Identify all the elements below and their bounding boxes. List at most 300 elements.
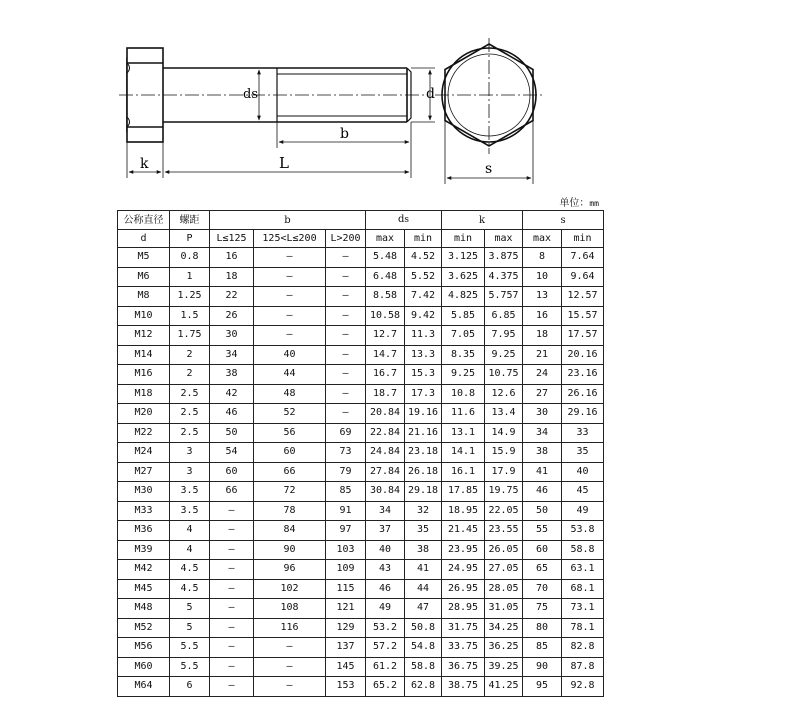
cell-d: M22 — [118, 423, 170, 443]
cell-pitch: 5 — [170, 599, 210, 619]
header-k: k — [442, 211, 523, 230]
cell-d: M48 — [118, 599, 170, 619]
cell-s-max: 75 — [523, 599, 562, 619]
cell-b-gt200: — — [326, 404, 366, 424]
cell-d: M27 — [118, 462, 170, 482]
cell-b-le125: 34 — [210, 345, 254, 365]
cell-k-min: 28.95 — [442, 599, 485, 619]
cell-s-min: 15.57 — [562, 306, 604, 326]
header-b-col-2: 125<L≤200 — [254, 230, 326, 248]
table-row — [118, 287, 604, 307]
cell-ds-min: 7.42 — [405, 287, 442, 307]
table-row — [118, 365, 604, 385]
cell-b-le125: 30 — [210, 326, 254, 346]
cell-s-min: 87.8 — [562, 657, 604, 677]
cell-d: M12 — [118, 326, 170, 346]
cell-k-max: 6.85 — [485, 306, 523, 326]
cell-k-max: 26.05 — [485, 540, 523, 560]
label-L: L — [279, 154, 289, 172]
cell-b-gt200: 115 — [326, 579, 366, 599]
cell-b-125-200: 116 — [254, 618, 326, 638]
cell-s-min: 63.1 — [562, 560, 604, 580]
cell-k-max: 41.25 — [485, 677, 523, 697]
cell-k-max: 3.875 — [485, 248, 523, 268]
table-row — [118, 599, 604, 619]
cell-k-max: 12.6 — [485, 384, 523, 404]
cell-k-max: 31.05 — [485, 599, 523, 619]
cell-k-min: 33.75 — [442, 638, 485, 658]
table-row — [118, 423, 604, 443]
cell-ds-max: 49 — [366, 599, 405, 619]
cell-k-min: 23.95 — [442, 540, 485, 560]
cell-pitch: 2.5 — [170, 404, 210, 424]
cell-pitch: 1.25 — [170, 287, 210, 307]
cell-b-le125: 22 — [210, 287, 254, 307]
cell-ds-max: 40 — [366, 540, 405, 560]
label-b: b — [340, 126, 349, 142]
cell-b-gt200: 109 — [326, 560, 366, 580]
cell-s-max: 10 — [523, 267, 562, 287]
cell-d: M33 — [118, 501, 170, 521]
label-d: d — [426, 86, 435, 102]
cell-ds-max: 10.58 — [366, 306, 405, 326]
cell-b-gt200: — — [326, 248, 366, 268]
cell-ds-max: 20.84 — [366, 404, 405, 424]
cell-b-gt200: 121 — [326, 599, 366, 619]
cell-pitch: 2 — [170, 345, 210, 365]
cell-ds-max: 57.2 — [366, 638, 405, 658]
cell-s-max: 34 — [523, 423, 562, 443]
cell-b-125-200: — — [254, 638, 326, 658]
cell-ds-max: 18.7 — [366, 384, 405, 404]
cell-k-max: 5.757 — [485, 287, 523, 307]
table-row — [118, 404, 604, 424]
cell-k-max: 17.9 — [485, 462, 523, 482]
cell-d: M10 — [118, 306, 170, 326]
cell-s-max: 24 — [523, 365, 562, 385]
cell-s-min: 33 — [562, 423, 604, 443]
cell-ds-max: 5.48 — [366, 248, 405, 268]
table-row — [118, 306, 604, 326]
cell-b-le125: — — [210, 618, 254, 638]
cell-b-125-200: 48 — [254, 384, 326, 404]
cell-b-le125: — — [210, 560, 254, 580]
cell-pitch: 5.5 — [170, 657, 210, 677]
cell-pitch: 0.8 — [170, 248, 210, 268]
cell-b-le125: — — [210, 638, 254, 658]
cell-d: M39 — [118, 540, 170, 560]
cell-s-max: 70 — [523, 579, 562, 599]
header-s-max: max — [523, 230, 562, 248]
cell-b-125-200: 102 — [254, 579, 326, 599]
cell-b-le125: 16 — [210, 248, 254, 268]
cell-ds-max: 43 — [366, 560, 405, 580]
header-s: s — [523, 211, 604, 230]
cell-s-max: 8 — [523, 248, 562, 268]
header-k-min: min — [442, 230, 485, 248]
header-ds: ds — [366, 211, 442, 230]
cell-ds-min: 19.16 — [405, 404, 442, 424]
cell-k-min: 16.1 — [442, 462, 485, 482]
cell-b-125-200: 84 — [254, 521, 326, 541]
cell-k-max: 22.05 — [485, 501, 523, 521]
cell-s-max: 13 — [523, 287, 562, 307]
cell-ds-min: 26.18 — [405, 462, 442, 482]
cell-d: M64 — [118, 677, 170, 697]
cell-k-max: 28.05 — [485, 579, 523, 599]
cell-b-gt200: 85 — [326, 482, 366, 502]
cell-s-min: 40 — [562, 462, 604, 482]
cell-s-min: 58.8 — [562, 540, 604, 560]
cell-ds-min: 29.18 — [405, 482, 442, 502]
cell-b-125-200: — — [254, 657, 326, 677]
cell-b-125-200: — — [254, 677, 326, 697]
cell-k-min: 9.25 — [442, 365, 485, 385]
cell-ds-min: 50.8 — [405, 618, 442, 638]
cell-ds-min: 44 — [405, 579, 442, 599]
cell-s-max: 60 — [523, 540, 562, 560]
cell-b-125-200: — — [254, 306, 326, 326]
cell-k-min: 14.1 — [442, 443, 485, 463]
cell-b-le125: 26 — [210, 306, 254, 326]
cell-b-125-200: 40 — [254, 345, 326, 365]
cell-b-le125: 46 — [210, 404, 254, 424]
cell-ds-min: 17.3 — [405, 384, 442, 404]
cell-k-max: 23.55 — [485, 521, 523, 541]
cell-b-gt200: 129 — [326, 618, 366, 638]
cell-pitch: 5 — [170, 618, 210, 638]
cell-k-min: 4.825 — [442, 287, 485, 307]
cell-k-max: 27.05 — [485, 560, 523, 580]
cell-ds-min: 11.3 — [405, 326, 442, 346]
bolt-spec-sheet — [117, 8, 603, 708]
cell-ds-max: 22.84 — [366, 423, 405, 443]
cell-b-gt200: — — [326, 326, 366, 346]
cell-b-le125: 60 — [210, 462, 254, 482]
cell-k-max: 34.25 — [485, 618, 523, 638]
cell-b-gt200: — — [326, 306, 366, 326]
cell-b-125-200: 108 — [254, 599, 326, 619]
cell-ds-min: 62.8 — [405, 677, 442, 697]
cell-b-gt200: — — [326, 287, 366, 307]
header-s-min: min — [562, 230, 604, 248]
cell-k-min: 38.75 — [442, 677, 485, 697]
header-pitch: 螺距 — [170, 211, 210, 230]
bolt-spec-table — [117, 210, 604, 697]
cell-pitch: 3.5 — [170, 482, 210, 502]
cell-k-min: 17.85 — [442, 482, 485, 502]
cell-ds-max: 53.2 — [366, 618, 405, 638]
cell-ds-min: 21.16 — [405, 423, 442, 443]
cell-b-le125: — — [210, 579, 254, 599]
cell-s-max: 46 — [523, 482, 562, 502]
cell-d: M18 — [118, 384, 170, 404]
cell-s-min: 53.8 — [562, 521, 604, 541]
header-p-symbol: P — [170, 230, 210, 248]
cell-b-le125: — — [210, 501, 254, 521]
cell-b-gt200: — — [326, 345, 366, 365]
cell-b-125-200: — — [254, 287, 326, 307]
cell-ds-max: 34 — [366, 501, 405, 521]
cell-d: M20 — [118, 404, 170, 424]
cell-ds-min: 23.18 — [405, 443, 442, 463]
table-row — [118, 326, 604, 346]
table-row — [118, 677, 604, 697]
cell-ds-max: 16.7 — [366, 365, 405, 385]
cell-pitch: 2.5 — [170, 423, 210, 443]
cell-s-max: 95 — [523, 677, 562, 697]
cell-ds-max: 46 — [366, 579, 405, 599]
cell-b-125-200: 56 — [254, 423, 326, 443]
cell-b-gt200: — — [326, 365, 366, 385]
cell-b-gt200: 97 — [326, 521, 366, 541]
header-row-1 — [118, 211, 604, 230]
cell-pitch: 4.5 — [170, 560, 210, 580]
cell-b-le125: 66 — [210, 482, 254, 502]
cell-k-min: 21.45 — [442, 521, 485, 541]
cell-k-min: 5.85 — [442, 306, 485, 326]
cell-k-min: 10.8 — [442, 384, 485, 404]
table-row — [118, 657, 604, 677]
cell-b-le125: 18 — [210, 267, 254, 287]
table-row — [118, 501, 604, 521]
cell-b-le125: 50 — [210, 423, 254, 443]
table-row — [118, 443, 604, 463]
table-row — [118, 248, 604, 268]
table-row — [118, 345, 604, 365]
cell-k-max: 4.375 — [485, 267, 523, 287]
cell-k-max: 7.95 — [485, 326, 523, 346]
table-row — [118, 462, 604, 482]
cell-k-min: 3.625 — [442, 267, 485, 287]
table-row — [118, 618, 604, 638]
cell-b-gt200: 73 — [326, 443, 366, 463]
table-row — [118, 540, 604, 560]
cell-b-le125: 54 — [210, 443, 254, 463]
cell-d: M6 — [118, 267, 170, 287]
header-b-col-3: L>200 — [326, 230, 366, 248]
cell-pitch: 6 — [170, 677, 210, 697]
cell-b-gt200: 69 — [326, 423, 366, 443]
cell-s-max: 65 — [523, 560, 562, 580]
cell-b-125-200: 78 — [254, 501, 326, 521]
header-ds-min: min — [405, 230, 442, 248]
cell-k-min: 31.75 — [442, 618, 485, 638]
cell-d: M60 — [118, 657, 170, 677]
cell-d: M56 — [118, 638, 170, 658]
cell-b-gt200: — — [326, 267, 366, 287]
table-row — [118, 638, 604, 658]
header-row-2 — [118, 230, 604, 248]
cell-b-125-200: — — [254, 267, 326, 287]
cell-s-max: 18 — [523, 326, 562, 346]
cell-d: M14 — [118, 345, 170, 365]
cell-s-min: 73.1 — [562, 599, 604, 619]
cell-b-gt200: 145 — [326, 657, 366, 677]
cell-ds-max: 27.84 — [366, 462, 405, 482]
cell-b-125-200: — — [254, 326, 326, 346]
table-row — [118, 384, 604, 404]
label-k: k — [140, 156, 149, 172]
cell-ds-min: 5.52 — [405, 267, 442, 287]
header-k-max: max — [485, 230, 523, 248]
table-row — [118, 267, 604, 287]
cell-s-max: 38 — [523, 443, 562, 463]
cell-b-le125: — — [210, 677, 254, 697]
cell-s-min: 26.16 — [562, 384, 604, 404]
cell-d: M45 — [118, 579, 170, 599]
cell-ds-max: 61.2 — [366, 657, 405, 677]
label-ds: ds — [243, 87, 258, 102]
cell-d: M36 — [118, 521, 170, 541]
cell-k-max: 19.75 — [485, 482, 523, 502]
cell-b-le125: 42 — [210, 384, 254, 404]
cell-s-min: 68.1 — [562, 579, 604, 599]
cell-s-min: 45 — [562, 482, 604, 502]
header-nominal-diameter: 公称直径 — [118, 211, 170, 230]
cell-k-max: 36.25 — [485, 638, 523, 658]
cell-s-max: 21 — [523, 345, 562, 365]
cell-ds-max: 14.7 — [366, 345, 405, 365]
cell-ds-min: 47 — [405, 599, 442, 619]
cell-ds-max: 8.58 — [366, 287, 405, 307]
cell-pitch: 1.5 — [170, 306, 210, 326]
cell-b-125-200: 72 — [254, 482, 326, 502]
cell-d: M30 — [118, 482, 170, 502]
cell-ds-min: 32 — [405, 501, 442, 521]
cell-b-le125: — — [210, 657, 254, 677]
cell-b-le125: 38 — [210, 365, 254, 385]
cell-s-min: 9.64 — [562, 267, 604, 287]
unit-note: 单位：mm — [559, 198, 599, 209]
cell-s-max: 27 — [523, 384, 562, 404]
cell-ds-min: 15.3 — [405, 365, 442, 385]
cell-s-max: 16 — [523, 306, 562, 326]
cell-pitch: 2 — [170, 365, 210, 385]
cell-k-min: 26.95 — [442, 579, 485, 599]
cell-s-max: 30 — [523, 404, 562, 424]
cell-b-gt200: 137 — [326, 638, 366, 658]
table-row — [118, 521, 604, 541]
cell-ds-min: 35 — [405, 521, 442, 541]
cell-ds-min: 38 — [405, 540, 442, 560]
cell-d: M5 — [118, 248, 170, 268]
cell-ds-max: 30.84 — [366, 482, 405, 502]
cell-d: M16 — [118, 365, 170, 385]
cell-s-max: 41 — [523, 462, 562, 482]
label-s: s — [485, 161, 493, 177]
cell-k-max: 9.25 — [485, 345, 523, 365]
cell-s-min: 92.8 — [562, 677, 604, 697]
cell-k-max: 15.9 — [485, 443, 523, 463]
cell-k-max: 39.25 — [485, 657, 523, 677]
cell-b-gt200: 153 — [326, 677, 366, 697]
table-row — [118, 579, 604, 599]
cell-s-min: 82.8 — [562, 638, 604, 658]
cell-b-le125: — — [210, 540, 254, 560]
cell-pitch: 3 — [170, 443, 210, 463]
cell-s-min: 29.16 — [562, 404, 604, 424]
cell-k-max: 14.9 — [485, 423, 523, 443]
cell-b-125-200: 66 — [254, 462, 326, 482]
cell-ds-max: 65.2 — [366, 677, 405, 697]
cell-b-gt200: 91 — [326, 501, 366, 521]
cell-k-max: 13.4 — [485, 404, 523, 424]
cell-b-le125: — — [210, 599, 254, 619]
cell-s-max: 90 — [523, 657, 562, 677]
cell-ds-min: 54.8 — [405, 638, 442, 658]
cell-k-min: 24.95 — [442, 560, 485, 580]
header-b: b — [210, 211, 366, 230]
cell-s-min: 23.16 — [562, 365, 604, 385]
cell-s-min: 20.16 — [562, 345, 604, 365]
table-row — [118, 482, 604, 502]
cell-pitch: 4.5 — [170, 579, 210, 599]
cell-k-min: 36.75 — [442, 657, 485, 677]
cell-d: M24 — [118, 443, 170, 463]
cell-b-gt200: — — [326, 384, 366, 404]
cell-ds-min: 41 — [405, 560, 442, 580]
cell-d: M42 — [118, 560, 170, 580]
cell-k-min: 18.95 — [442, 501, 485, 521]
cell-k-min: 13.1 — [442, 423, 485, 443]
header-ds-max: max — [366, 230, 405, 248]
cell-b-gt200: 79 — [326, 462, 366, 482]
header-b-col-1: L≤125 — [210, 230, 254, 248]
cell-d: M52 — [118, 618, 170, 638]
cell-b-gt200: 103 — [326, 540, 366, 560]
cell-pitch: 1 — [170, 267, 210, 287]
cell-s-max: 85 — [523, 638, 562, 658]
cell-ds-max: 37 — [366, 521, 405, 541]
cell-pitch: 4 — [170, 540, 210, 560]
cell-ds-min: 4.52 — [405, 248, 442, 268]
table-row — [118, 560, 604, 580]
cell-k-min: 7.05 — [442, 326, 485, 346]
cell-s-min: 17.57 — [562, 326, 604, 346]
cell-s-min: 12.57 — [562, 287, 604, 307]
cell-ds-max: 24.84 — [366, 443, 405, 463]
cell-k-min: 11.6 — [442, 404, 485, 424]
cell-pitch: 5.5 — [170, 638, 210, 658]
cell-s-max: 55 — [523, 521, 562, 541]
cell-k-max: 10.75 — [485, 365, 523, 385]
cell-b-125-200: 96 — [254, 560, 326, 580]
cell-b-125-200: 44 — [254, 365, 326, 385]
cell-k-min: 8.35 — [442, 345, 485, 365]
cell-d: M8 — [118, 287, 170, 307]
bolt-technical-drawing — [117, 8, 603, 196]
cell-s-max: 80 — [523, 618, 562, 638]
cell-ds-max: 6.48 — [366, 267, 405, 287]
cell-ds-min: 13.3 — [405, 345, 442, 365]
cell-s-min: 7.64 — [562, 248, 604, 268]
cell-pitch: 4 — [170, 521, 210, 541]
header-d-symbol: d — [118, 230, 170, 248]
cell-pitch: 2.5 — [170, 384, 210, 404]
cell-pitch: 1.75 — [170, 326, 210, 346]
cell-s-min: 49 — [562, 501, 604, 521]
cell-b-125-200: 52 — [254, 404, 326, 424]
cell-b-125-200: — — [254, 248, 326, 268]
cell-s-min: 35 — [562, 443, 604, 463]
cell-b-125-200: 60 — [254, 443, 326, 463]
cell-s-max: 50 — [523, 501, 562, 521]
cell-b-le125: — — [210, 521, 254, 541]
cell-ds-max: 12.7 — [366, 326, 405, 346]
cell-k-min: 3.125 — [442, 248, 485, 268]
cell-b-125-200: 90 — [254, 540, 326, 560]
